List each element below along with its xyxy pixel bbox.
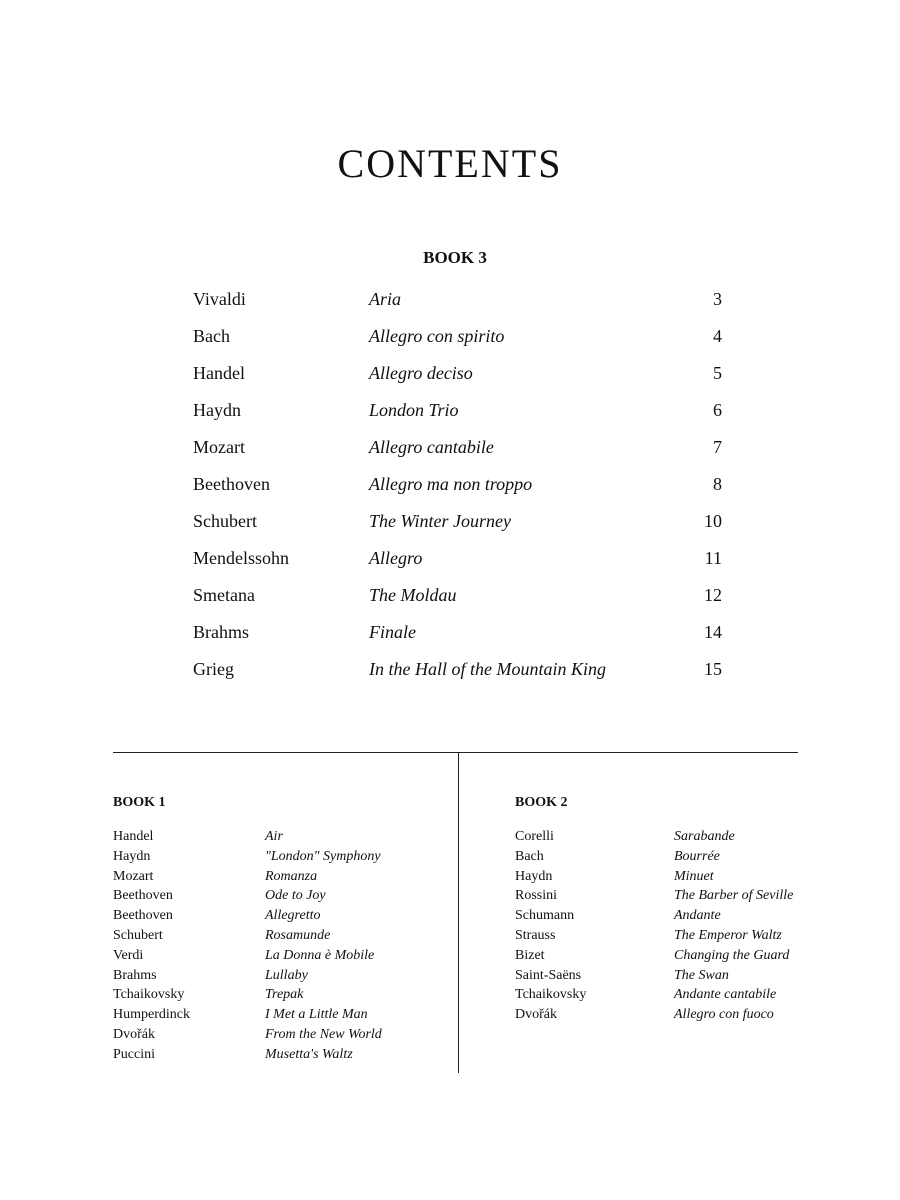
- page-number: 6: [713, 400, 722, 420]
- contents-row: [0, 400, 900, 437]
- work-title: Aria: [369, 289, 402, 309]
- work-title: From the New World: [265, 1026, 382, 1042]
- page-number: 15: [704, 659, 722, 679]
- work-title: Allegro ma non troppo: [369, 474, 533, 494]
- composer-name: Schubert: [113, 927, 163, 943]
- work-title: Romanza: [265, 868, 318, 884]
- page-number: 8: [713, 474, 722, 494]
- contents-row: [113, 1047, 453, 1067]
- contents-row: [0, 289, 900, 326]
- page-number: 11: [704, 548, 722, 568]
- book1-contents-list: [113, 829, 453, 1067]
- contents-row: [113, 869, 453, 889]
- composer-name: Beethoven: [113, 888, 173, 904]
- book2-contents-list: [515, 829, 855, 1027]
- composer-name: Haydn: [193, 400, 241, 420]
- book3-heading: BOOK 3: [423, 248, 487, 267]
- composer-name: Schubert: [193, 511, 257, 531]
- work-title: London Trio: [369, 400, 459, 420]
- work-title: Rosamunde: [265, 927, 331, 943]
- contents-row: [113, 829, 453, 849]
- composer-name: Brahms: [193, 622, 249, 642]
- contents-row: [113, 1027, 453, 1047]
- horizontal-divider: [113, 752, 798, 753]
- contents-row: [113, 948, 453, 968]
- composer-name: Corelli: [515, 829, 554, 844]
- contents-row: [515, 849, 855, 869]
- composer-name: Strauss: [515, 927, 556, 943]
- composer-name: Grieg: [193, 659, 234, 679]
- work-title: I Met a Little Man: [265, 1007, 368, 1023]
- work-title: Andante: [674, 908, 721, 924]
- contents-row: [515, 987, 855, 1007]
- work-title: Andante cantabile: [674, 987, 777, 1003]
- page-number: 7: [713, 437, 722, 457]
- work-title: Allegretto: [265, 908, 321, 924]
- work-title: Air: [265, 829, 283, 844]
- composer-name: Mozart: [193, 437, 245, 457]
- contents-row: [515, 908, 855, 928]
- book1-heading: BOOK 1: [113, 795, 166, 810]
- composer-name: Haydn: [113, 848, 151, 864]
- page-number: 12: [704, 585, 722, 605]
- work-title: Minuet: [674, 868, 714, 884]
- contents-row: [113, 968, 453, 988]
- contents-row: [515, 869, 855, 889]
- contents-row: [113, 888, 453, 908]
- work-title: In the Hall of the Mountain King: [369, 659, 606, 679]
- contents-row: [0, 437, 900, 474]
- composer-name: Schumann: [515, 908, 575, 924]
- contents-row: [0, 622, 900, 659]
- composer-name: Dvořák: [515, 1007, 557, 1023]
- contents-row: [0, 474, 900, 511]
- page-number: 3: [713, 289, 722, 309]
- composer-name: Beethoven: [113, 908, 173, 924]
- work-title: Sarabande: [674, 829, 735, 844]
- composer-name: Saint-Saëns: [515, 967, 582, 983]
- work-title: The Swan: [674, 967, 729, 983]
- composer-name: Tchaikovsky: [113, 987, 185, 1003]
- composer-name: Handel: [113, 829, 154, 844]
- composer-name: Humperdinck: [113, 1007, 190, 1023]
- book2-heading: BOOK 2: [515, 795, 568, 810]
- contents-row: [515, 888, 855, 908]
- contents-row: [113, 1007, 453, 1027]
- contents-row: [0, 511, 900, 548]
- work-title: Trepak: [265, 987, 304, 1003]
- composer-name: Beethoven: [193, 474, 270, 494]
- contents-row: [515, 968, 855, 988]
- composer-name: Puccini: [113, 1046, 155, 1062]
- composer-name: Tchaikovsky: [515, 987, 587, 1003]
- work-title: Allegro cantabile: [369, 437, 494, 457]
- contents-row: [0, 659, 900, 696]
- work-title: Bourrée: [674, 848, 720, 864]
- work-title: La Donna è Mobile: [265, 947, 375, 963]
- work-title: The Emperor Waltz: [674, 927, 782, 943]
- page-number: 14: [704, 622, 722, 642]
- contents-row: [113, 987, 453, 1007]
- contents-row: [515, 829, 855, 849]
- composer-name: Vivaldi: [193, 289, 246, 309]
- composer-name: Haydn: [515, 868, 553, 884]
- vertical-divider: [458, 753, 459, 1073]
- composer-name: Bach: [193, 326, 230, 346]
- composer-name: Smetana: [193, 585, 255, 605]
- contents-row: [515, 1007, 855, 1027]
- composer-name: Handel: [193, 363, 245, 383]
- composer-name: Rossini: [515, 888, 558, 904]
- work-title: Allegro: [369, 548, 423, 568]
- work-title: Ode to Joy: [265, 888, 326, 904]
- composer-name: Mendelssohn: [193, 548, 289, 568]
- contents-row: [113, 849, 453, 869]
- work-title: The Barber of Seville: [674, 888, 794, 904]
- contents-row: [0, 548, 900, 585]
- work-title: Allegro con spirito: [369, 326, 505, 346]
- composer-name: Bizet: [515, 947, 545, 963]
- composer-name: Bach: [515, 848, 544, 864]
- contents-row: [0, 326, 900, 363]
- work-title: Allegro deciso: [369, 363, 473, 383]
- contents-row: [113, 908, 453, 928]
- work-title: Finale: [369, 622, 416, 642]
- contents-row: [515, 928, 855, 948]
- work-title: The Winter Journey: [369, 511, 511, 531]
- work-title: Musetta's Waltz: [265, 1046, 353, 1062]
- contents-row: [113, 928, 453, 948]
- page-number: 5: [713, 363, 722, 383]
- work-title: Changing the Guard: [674, 947, 790, 963]
- work-title: "London" Symphony: [265, 848, 381, 864]
- book3-contents-list: [0, 289, 900, 696]
- contents-row: [0, 585, 900, 622]
- composer-name: Dvořák: [113, 1026, 155, 1042]
- page-number: 4: [713, 326, 722, 346]
- page-title: CONTENTS: [337, 141, 563, 186]
- contents-row: [515, 948, 855, 968]
- composer-name: Verdi: [113, 947, 144, 963]
- work-title: The Moldau: [369, 585, 457, 605]
- contents-row: [0, 363, 900, 400]
- composer-name: Mozart: [113, 868, 154, 884]
- work-title: Allegro con fuoco: [674, 1007, 774, 1023]
- composer-name: Brahms: [113, 967, 157, 983]
- work-title: Lullaby: [265, 967, 308, 983]
- page-number: 10: [704, 511, 722, 531]
